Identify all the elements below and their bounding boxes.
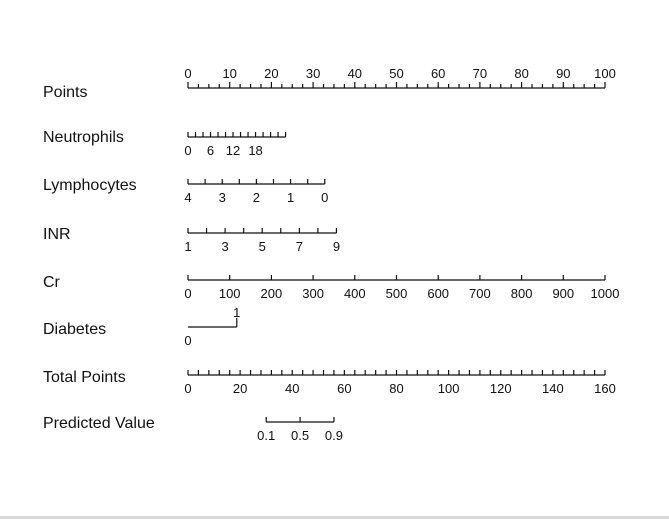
tick-label-inr: 1 <box>184 239 192 254</box>
tick-label-cr: 600 <box>427 286 450 301</box>
tick-label-inr: 5 <box>258 239 266 254</box>
tick-label-neutrophils: 6 <box>206 143 215 158</box>
tick-label-total-points: 0 <box>184 381 192 396</box>
tick-label-lymphocytes: 3 <box>218 190 226 205</box>
tick-label-cr: 200 <box>260 286 283 301</box>
tick-label-neutrophils: 18 <box>248 143 263 158</box>
tick-label-cr: 500 <box>385 286 408 301</box>
tick-label-total-points: 80 <box>389 381 404 396</box>
tick-label-cr: 300 <box>302 286 324 301</box>
tick-label-cr: 1000 <box>590 286 620 301</box>
row-label-diabetes: Diabetes <box>43 321 107 338</box>
row-label-total-points: Total Points <box>43 369 126 386</box>
tick-label-neutrophils: 0 <box>184 143 192 158</box>
tick-label-neutrophils: 12 <box>225 143 241 158</box>
tick-label-inr: 7 <box>295 239 303 254</box>
tick-label-points: 0 <box>184 66 192 81</box>
tick-label-total-points: 160 <box>594 381 616 396</box>
tick-label-lymphocytes: 4 <box>184 190 192 205</box>
row-label-inr: INR <box>43 226 71 243</box>
tick-label-lymphocytes: 2 <box>252 190 261 205</box>
tick-label-total-points: 60 <box>337 381 352 396</box>
tick-label-total-points: 140 <box>542 381 564 396</box>
tick-label-inr: 3 <box>221 239 229 254</box>
tick-label-points: 60 <box>430 66 446 81</box>
row-label-lymphocytes: Lymphocytes <box>43 177 137 194</box>
tick-label-cr: 800 <box>510 286 533 301</box>
tick-label-cr: 400 <box>343 286 366 301</box>
tick-label-total-points: 120 <box>489 381 512 396</box>
tick-label-points: 80 <box>514 66 529 81</box>
tick-label-total-points: 40 <box>285 381 300 396</box>
tick-label-cr: 0 <box>184 286 192 301</box>
tick-label-points: 10 <box>222 66 237 81</box>
tick-label-total-points: 20 <box>232 381 248 396</box>
tick-label-points: 20 <box>264 66 279 81</box>
tick-label-points: 100 <box>594 66 616 81</box>
row-label-cr: Cr <box>43 274 60 291</box>
row-label-points: Points <box>43 84 88 101</box>
tick-label-predicted-value: 0.9 <box>324 428 343 443</box>
tick-label-lymphocytes: 1 <box>286 190 295 205</box>
tick-label-points: 90 <box>556 66 571 81</box>
tick-label-cr: 700 <box>469 286 491 301</box>
tick-label-inr: 9 <box>332 239 341 254</box>
tick-label-lymphocytes: 0 <box>321 190 329 205</box>
tick-label-predicted-value: 0.1 <box>257 428 276 443</box>
tick-label-cr: 100 <box>218 286 241 301</box>
row-label-predicted-value: Predicted Value <box>43 415 155 432</box>
tick-label-predicted-value: 0.5 <box>291 428 310 443</box>
tick-label-points: 30 <box>305 66 321 81</box>
tick-label-diabetes: 0 <box>184 333 192 348</box>
tick-label-cr: 900 <box>552 286 575 301</box>
tick-label-total-points: 100 <box>437 381 460 396</box>
tick-label-points: 50 <box>389 66 404 81</box>
tick-label-diabetes: 1 <box>233 305 241 320</box>
row-label-neutrophils: Neutrophils <box>43 129 124 146</box>
tick-label-points: 70 <box>472 66 488 81</box>
tick-label-points: 40 <box>347 66 363 81</box>
